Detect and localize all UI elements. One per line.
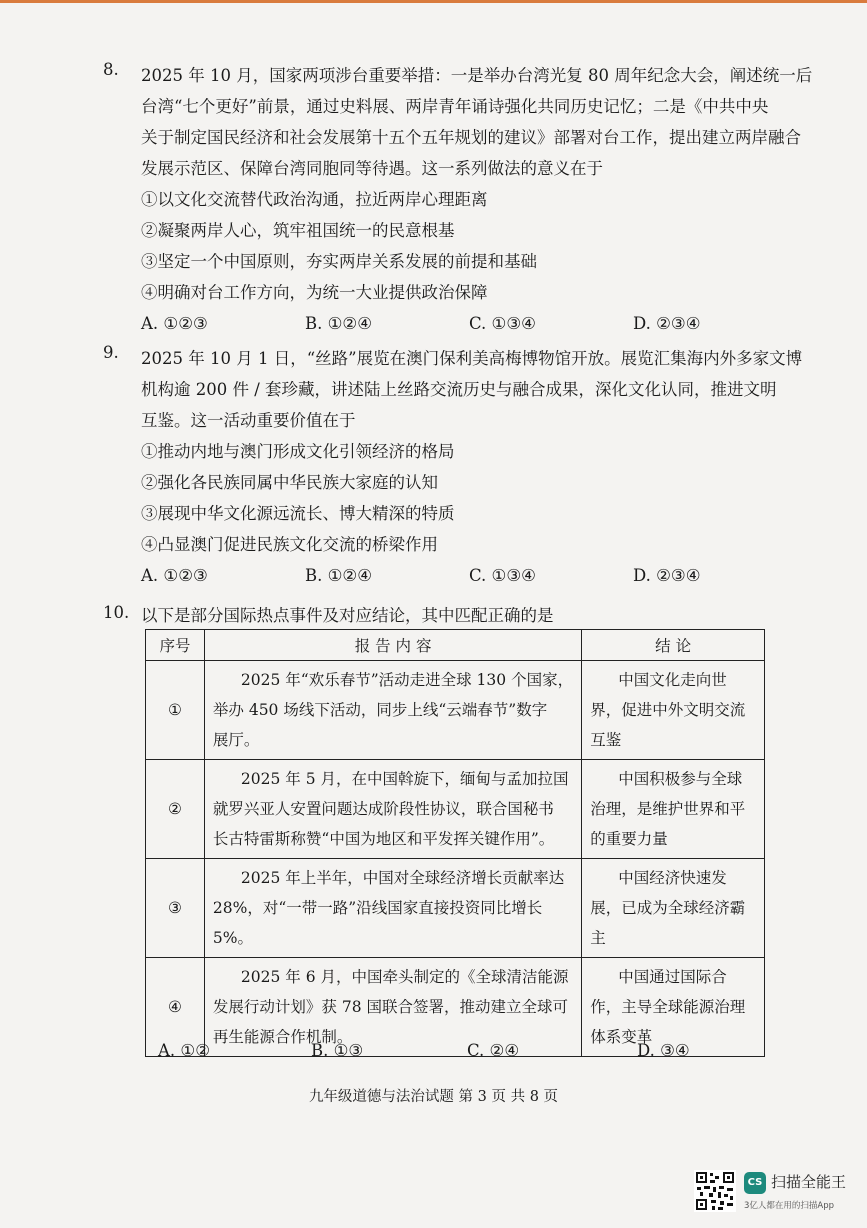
question-stem-line: 2025 年 10 月，国家两项涉台重要举措：一是举办台湾光复 80 周年纪念大会，阐述统一后 (141, 66, 813, 85)
statement-option: ①推动内地与澳门形成文化引领经济的格局 (141, 442, 455, 461)
answer-choice-d: D. ③④ (637, 1041, 690, 1060)
question-10-answers (103, 1035, 793, 1066)
answer-choice-b: B. ①③ (311, 1041, 364, 1060)
answer-choice-d: D. ②③④ (633, 314, 701, 333)
question-number: 10. (103, 603, 130, 622)
hot-events-table (145, 629, 765, 1057)
row-number: ① (146, 661, 205, 760)
row-number: ③ (146, 859, 205, 958)
qr-code-icon (694, 1170, 736, 1212)
statement-option: ②强化各民族同属中华民族大家庭的认知 (141, 473, 438, 492)
question-stem-line: 互鉴。这一活动重要价值在于 (141, 411, 356, 430)
answer-choices (103, 560, 793, 591)
question-stem-line: 以下是部分国际热点事件及对应结论，其中匹配正确的是 (141, 606, 554, 625)
question-stem-line: 机构逾 200 件 / 套珍藏，讲述陆上丝路交流历史与融合成果，深化文化认同，推进文明 (141, 380, 777, 399)
report-text: 2025 年 6 月，中国牵头制定的《全球清洁能源 发展行动计划》获 78 国联合签署，推动建立全球可 再生能源合作机制。 (212, 968, 569, 1046)
row-number: ④ (146, 958, 205, 1057)
answer-choice-a: A. ①②③ (141, 566, 208, 585)
question-stem-line: 关于制定国民经济和社会发展第十五个五年规划的建议》部署对台工作，提出建立两岸融合 (141, 128, 801, 147)
answer-choices (103, 1035, 793, 1066)
statement-option: ②凝聚两岸人心，筑牢祖国统一的民意根基 (141, 221, 455, 240)
question-stem-line: 台湾“七个更好”前景，通过史料展、两岸青年诵诗强化共同历史记忆；二是《中共中央 (141, 97, 769, 116)
conclusion-text: 中国积极参与全球 治理，是维护世界和平 的重要力量 (590, 770, 746, 848)
question-number: 9. (103, 343, 119, 362)
header-report: 报 告 内 容 (204, 630, 581, 661)
report-text: 2025 年“欢乐春节”活动走进全球 130 个国家， 举办 450 场线下活动，同步上线“云端春节”数字 展厅。 (212, 671, 574, 749)
header-conclusion: 结 论 (582, 630, 765, 661)
table-row (146, 661, 765, 760)
table-row (146, 760, 765, 859)
question-9 (103, 343, 803, 591)
answer-choice-b: B. ①②④ (305, 314, 372, 333)
scanner-watermark (694, 1170, 854, 1220)
question-number: 8. (103, 60, 119, 79)
statement-option: ①以文化交流替代政治沟通，拉近两岸心理距离 (141, 190, 488, 209)
table-header-row (146, 630, 765, 661)
table-row (146, 859, 765, 958)
report-text: 2025 年 5 月，在中国斡旋下，缅甸与孟加拉国 就罗兴亚人安置问题达成阶段性协议，联合国秘书 长古特雷斯称赞“中国为地区和平发挥关键作用”。 (212, 770, 569, 848)
scanner-brand-name: 扫描全能王 (771, 1173, 847, 1191)
camscanner-logo-icon: CS (744, 1172, 766, 1194)
row-number: ② (146, 760, 205, 859)
statement-option: ③展现中华文化源远流长、博大精深的特质 (141, 504, 455, 523)
answer-choice-c: C. ①③④ (469, 566, 536, 585)
scan-top-edge (0, 0, 867, 3)
header-number: 序号 (146, 630, 205, 661)
question-10 (103, 603, 793, 629)
report-text: 2025 年上半年，中国对全球经济增长贡献率达 28%，对“一带一路”沿线国家直接投资同比增长 5%。 (212, 869, 565, 947)
statement-option: ③坚定一个中国原则，夯实两岸关系发展的前提和基础 (141, 252, 537, 271)
page-footer: 九年级道德与法治试题 第 3 页 共 8 页 (308, 1089, 559, 1105)
statement-option: ④凸显澳门促进民族文化交流的桥梁作用 (141, 535, 438, 554)
conclusion-text: 中国文化走向世 界，促进中外文明交流 互鉴 (590, 671, 746, 749)
answer-choice-a: A. ①②③ (141, 314, 208, 333)
question-8 (103, 60, 813, 339)
answer-choice-c: C. ①③④ (469, 314, 536, 333)
statement-option: ④明确对台工作方向，为统一大业提供政治保障 (141, 283, 488, 302)
conclusion-text: 中国经济快速发 展，已成为全球经济霸 主 (590, 869, 746, 947)
answer-choice-a: A. ①② (158, 1041, 210, 1060)
answer-choice-b: B. ①②④ (305, 566, 372, 585)
conclusion-text: 中国通过国际合 作，主导全球能源治理 体系变革 (590, 968, 746, 1046)
scanner-slogan: 3亿人都在用的扫描App (744, 1201, 835, 1211)
question-stem-line: 发展示范区、保障台湾同胞同等待遇。这一系列做法的意义在于 (141, 159, 603, 178)
question-stem-line: 2025 年 10 月 1 日，“丝路”展览在澳门保利美高梅博物馆开放。展览汇集海内外多家文博 (141, 349, 803, 368)
answer-choice-c: C. ②④ (467, 1041, 520, 1060)
answer-choice-d: D. ②③④ (633, 566, 701, 585)
answer-choices (103, 308, 793, 339)
